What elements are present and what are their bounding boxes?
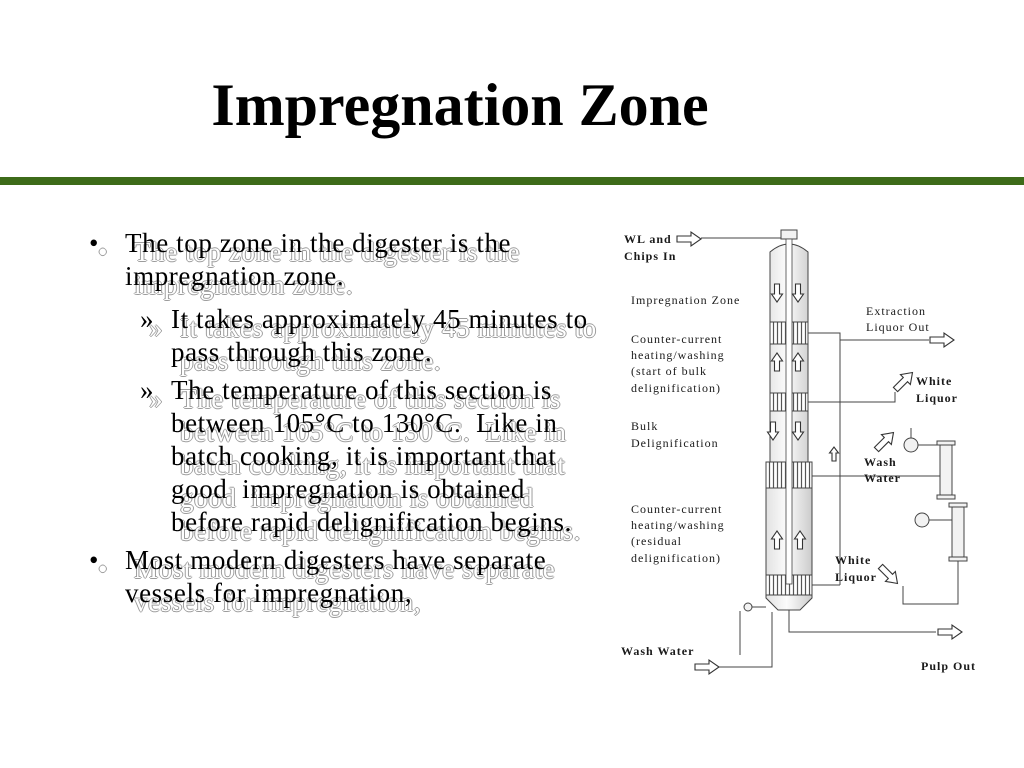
label-white-top: White — [916, 374, 953, 388]
white-liquor-bottom-arrow-icon — [876, 562, 903, 589]
label-delignification-top: delignification) — [631, 381, 721, 395]
bullet-text: The top zone in the digester is the impregnation zone. — [125, 228, 512, 291]
label-counter-current-top: Counter-current — [631, 332, 723, 346]
bullet-text: Most modern digesters have separate vessels for impregnation, — [125, 545, 547, 608]
heat-exchanger-cap — [949, 503, 967, 507]
label-chips-in: Chips In — [624, 249, 677, 263]
pulp-outlet-line — [789, 610, 936, 632]
label-extraction: Extraction — [866, 304, 926, 318]
label-wl-and: WL and — [624, 232, 672, 246]
heat-exchanger-icon — [940, 443, 952, 497]
sub-bullet-text: The temperature of this section is between 105°C to 130°C. Like in batch cooking, it is important that good impregnation is obtained before rapid delignification begins. — [171, 375, 572, 537]
heat-exchanger-cap — [937, 495, 955, 499]
heat-exchanger-cap — [937, 441, 955, 445]
label-counter-current-bottom: Counter-current — [631, 502, 723, 516]
label-delignification-bottom: delignification) — [631, 551, 721, 565]
label-water-side: Water — [864, 471, 901, 485]
label-heating-washing-bottom: heating/washing — [631, 518, 725, 532]
flow-up-arrow-icon — [830, 447, 839, 461]
sub-bullet-marker: » — [140, 375, 155, 405]
digester-diagram — [600, 220, 1010, 690]
sub-bullet-text: It takes approximately 45 minutes to pass through this zone. — [171, 304, 588, 367]
vessel-top-nozzle — [781, 230, 797, 239]
pulp-out-arrow-icon — [938, 625, 962, 639]
central-pipe — [786, 239, 792, 584]
label-pulp-out: Pulp Out — [921, 659, 977, 673]
title-divider — [0, 177, 1024, 185]
wash-water-bottom-arrow-icon — [695, 660, 719, 674]
heat-exchanger-cap — [949, 557, 967, 561]
wash-water-in-arrow-icon — [872, 428, 899, 455]
label-start-of-bulk: (start of bulk — [631, 364, 707, 378]
label-liquor-out: Liquor Out — [866, 320, 930, 334]
extraction-out-arrow-icon — [930, 333, 954, 347]
label-residual: (residual — [631, 534, 682, 548]
label-impregnation-zone: Impregnation Zone — [631, 293, 741, 307]
bullet-marker: • — [89, 545, 100, 575]
label-heating-washing-top: heating/washing — [631, 348, 725, 362]
pump-icon — [915, 513, 929, 527]
label-bulk: Bulk — [631, 419, 659, 433]
white-liquor-in-arrow-icon — [891, 368, 918, 395]
wash-water-feed-line — [719, 612, 772, 667]
label-wash-side: Wash — [864, 455, 897, 469]
bottom-valve-icon — [744, 603, 752, 611]
white-liquor-bottom-line — [903, 560, 958, 604]
bullet-marker: • — [89, 228, 100, 258]
label-delignification: Delignification — [631, 436, 719, 450]
white-liquor-feed-line — [808, 392, 895, 402]
label-liquor-top: Liquor — [916, 391, 959, 405]
label-liquor-bottom: Liquor — [835, 570, 878, 584]
heat-exchanger-icon — [952, 505, 964, 559]
wl-chips-in-arrow-icon — [677, 232, 701, 246]
label-wash-water-bottom: Wash Water — [621, 644, 695, 658]
label-white-bottom: White — [835, 553, 872, 567]
pump-icon — [904, 438, 918, 452]
slide-title: Impregnation Zone — [211, 72, 709, 138]
sub-bullet-marker: » — [140, 304, 155, 334]
